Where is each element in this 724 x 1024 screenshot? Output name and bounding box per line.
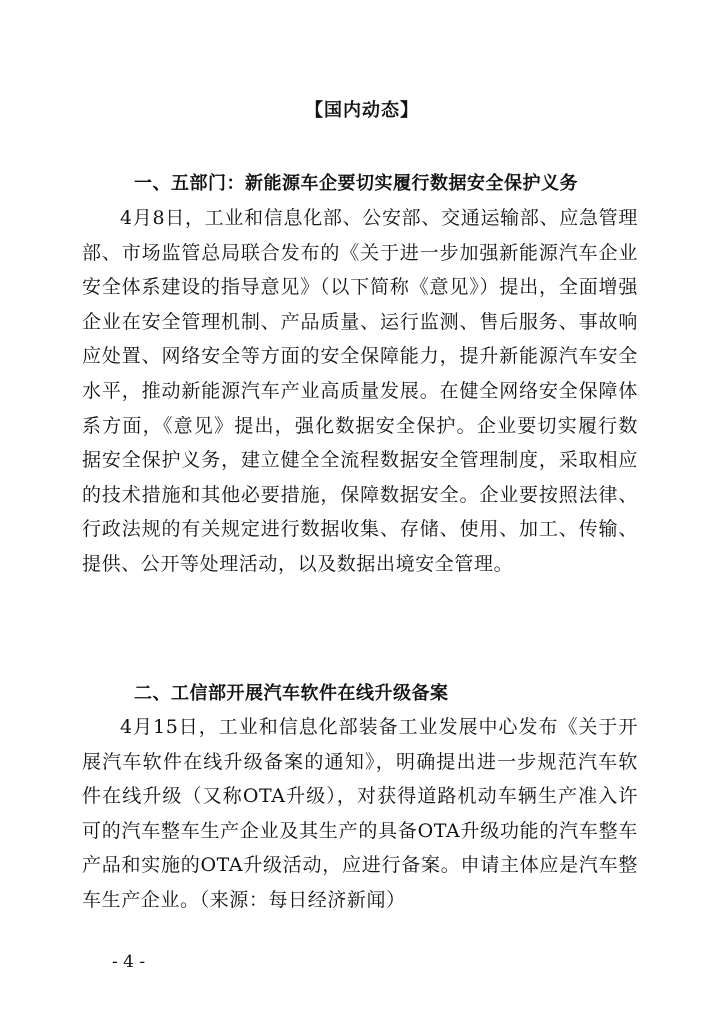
news-body-1: 4月8日，工业和信息化部、公安部、交通运输部、应急管理部、市场监管总局联合发布的《关于进一步加强新能源汽车企业安全体系建设的指导意见》（以下简称《意见》）提出，全面增强企业在安全管理机制、产品质量、运行监测、售后服务、事故响应处置、网络安全等方面的安全保障能力，提升新能源汽车安全水平，推动新能源汽车产业高质量发展。在健全网络安全保障体系方面，《意见》提出，强化数据安全保护。企业要切实履行数据安全保护义务，建立健全全流程数据安全管理制度，采取相应的技术措施和其他必要措施，保障数据安全。企业要按照法律、行政法规的有关规定进行数据收集、存储、使用、加工、传输、提供、公开等处理活动，以及数据出境安全管理。 [82, 207, 638, 575]
news-body-2: 4月15日，工业和信息化部装备工业发展中心发布《关于开展汽车软件在线升级备案的通知》，明确提出进一步规范汽车软件在线升级（又称OTA升级），对获得道路机动车辆生产准入许可的汽车整车生产企业及其生产的具备OTA升级功能的汽车整车产品和实施的OTA升级活动，应进行备案。申请主体应是汽车整车生产企业。（来源：每日经济新闻） [82, 716, 638, 911]
news-heading-1: 一、五部门：新能源车企要切实履行数据安全保护义务 [134, 173, 578, 194]
section-title: 【国内动态】 [305, 100, 419, 121]
page-number: - 4 - [112, 952, 146, 972]
news-heading-2: 二、工信部开展汽车软件在线升级备案 [134, 683, 449, 704]
